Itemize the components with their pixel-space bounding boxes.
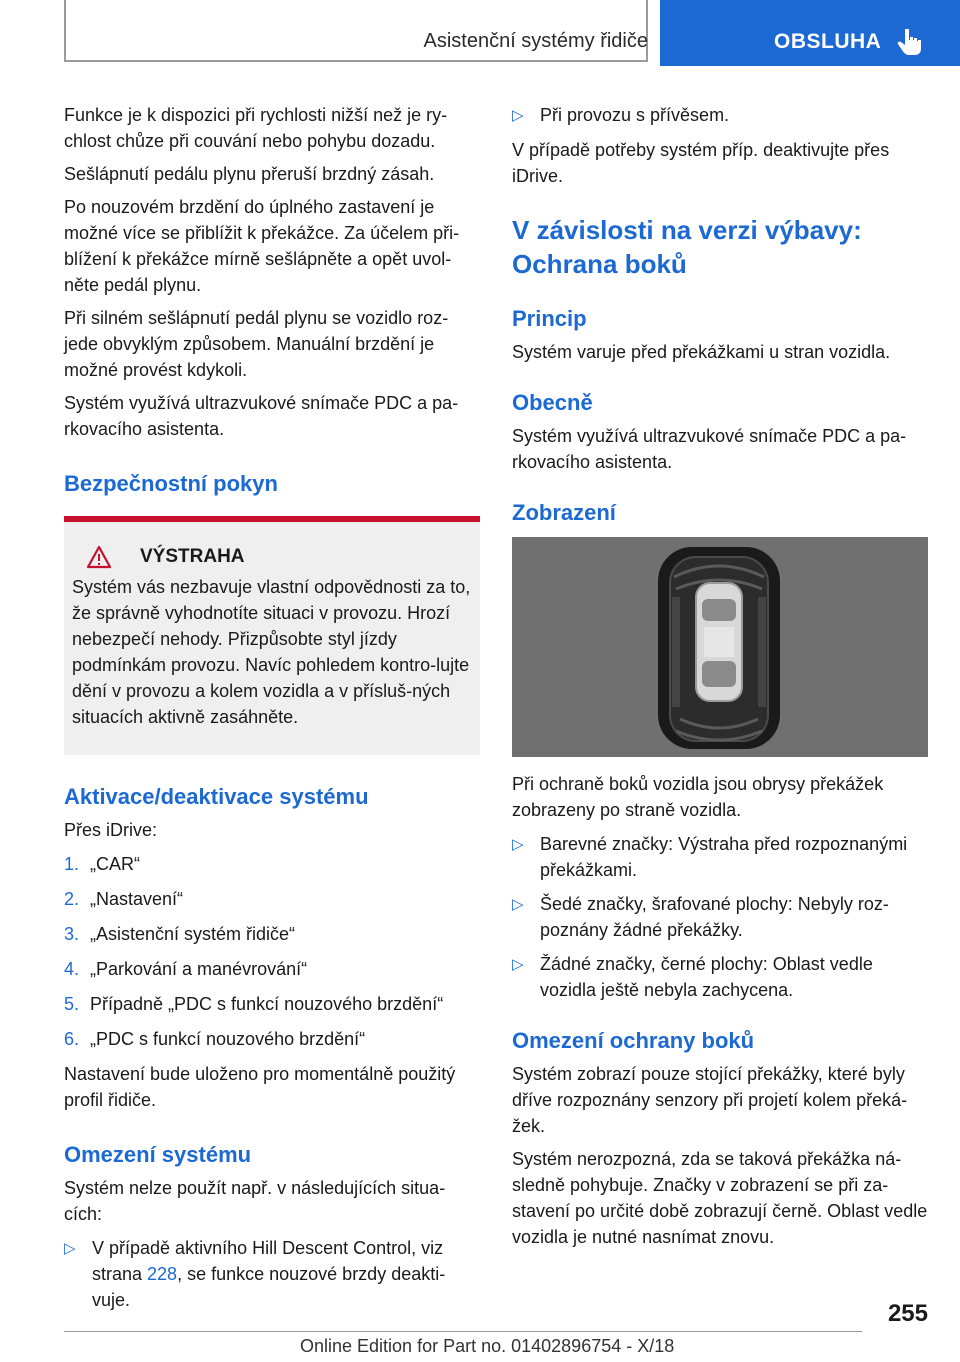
triangle-bullet-icon: ▷ xyxy=(512,896,524,913)
triangle-bullet-icon: ▷ xyxy=(512,956,524,973)
main-heading: V závislosti na verzi výbavy: Ochrana boků xyxy=(512,215,862,279)
warning-box xyxy=(64,516,480,755)
paragraph: Sešlápnutí pedálu plynu přeruší brzdný zásah. xyxy=(64,164,435,184)
general-heading: Obecně xyxy=(512,390,593,415)
paragraph: Systém využívá ultrazvukové snímače PDC a pa‐rkovacího asistenta. xyxy=(64,393,459,439)
paragraph: Při ochraně boků vozidla jsou obrysy překážek zobrazeny po straně vozidla. xyxy=(512,774,884,820)
limits-intro: Systém nelze použít např. v následujících situa‐cích: xyxy=(64,1178,446,1224)
list-item: 1. „CAR“ xyxy=(64,854,140,874)
triangle-bullet-icon: ▷ xyxy=(512,836,524,853)
triangle-bullet-icon: ▷ xyxy=(64,1240,76,1257)
page-number: 255 xyxy=(887,1300,928,1327)
right-column xyxy=(512,102,928,1257)
paragraph: Při silném sešlápnutí pedál plynu se vozidlo roz‐jede obvyklým způsobem. Manuální brzdění je možné provést kdykoli. xyxy=(64,308,449,380)
list-item: 6. „PDC s funkcí nouzového brzdění“ xyxy=(64,1029,366,1049)
list-item: 3. „Asistenční systém řidiče“ xyxy=(64,924,296,944)
left-column xyxy=(64,102,480,1321)
section-title: Asistenční systémy řidiče xyxy=(423,30,648,52)
steps-list xyxy=(64,851,480,1052)
side-protection-image xyxy=(512,537,928,757)
activation-intro: Přes iDrive: xyxy=(64,820,158,840)
activation-heading: Aktivace/deaktivace systému xyxy=(64,784,369,809)
chapter-tab[interactable] xyxy=(660,0,960,66)
list-item: ▷ Při provozu s přívěsem. xyxy=(512,102,928,129)
footer-text: Online Edition for Part no. 01402896754 - X/18 xyxy=(300,1336,675,1356)
list-item: 4. „Parkování a manévrování“ xyxy=(64,959,308,979)
paragraph: Systém zobrazí pouze stojící překážky, které byly dříve rozpoznány senzory při projetí kolem překá‐žek. xyxy=(512,1064,908,1136)
list-item: ▷ Žádné značky, černé plochy: Oblast vedle vozidla ještě nebyla zachycena. xyxy=(512,951,928,1003)
display-list xyxy=(512,831,928,1003)
paragraph: Systém využívá ultrazvukové snímače PDC a pa‐rkovacího asistenta. xyxy=(512,426,907,472)
limits-list xyxy=(64,1235,480,1313)
warning-text: Systém vás nezbavuje vlastní odpovědnosti za to, že správně vyhodnotíte situaci v provozu. Hrozí nebezpečí nehody. Přizpůsobte styl jízdy podmínkám provozu. Navíc pohledem kontro‐lujte dění v provozu a kolem vozidla a v přísluš‐ných situacích aktivně zasáhněte. xyxy=(72,577,471,727)
paragraph: Po nouzovém brzdění do úplného zastavení je možné více se přiblížit k překážce. Za účelem při‐blížení k překážce mírně sešlápněte a opět uvol‐něte pedál plynu. xyxy=(64,197,460,295)
pointing-hand-icon xyxy=(896,26,926,56)
list-item: ▷ Barevné značky: Výstraha před rozpoznanými překážkami. xyxy=(512,831,928,883)
paragraph: Systém nerozpozná, zda se taková překážka ná‐sledně pohybuje. Značky v zobrazení se při za‐stavení po určité době zobrazují černě. Oblast vedle vozidla je nutné nasnímat znovu. xyxy=(512,1149,928,1247)
safety-heading: Bezpečnostní pokyn xyxy=(64,471,278,496)
display-heading: Zobrazení xyxy=(512,500,616,525)
list-item: 2. „Nastavení“ xyxy=(64,889,184,909)
footer-divider xyxy=(64,1331,862,1332)
list-item: 5. Případně „PDC s funkcí nouzového brzdění“ xyxy=(64,994,444,1014)
limits-heading: Omezení systému xyxy=(64,1142,252,1167)
triangle-bullet-icon: ▷ xyxy=(512,107,524,124)
paragraph: V případě potřeby systém příp. deaktivujte přes iDrive. xyxy=(512,140,890,186)
page-link[interactable]: 228 xyxy=(147,1264,178,1284)
paragraph: Systém varuje před překážkami u stran vozidla. xyxy=(512,342,891,362)
chapter-tab-label: OBSLUHA xyxy=(774,30,882,53)
warning-triangle-icon xyxy=(86,545,112,569)
warning-title: VÝSTRAHA xyxy=(140,546,245,567)
side-protection-figure xyxy=(512,537,928,757)
principle-heading: Princip xyxy=(512,306,587,331)
side-limits-heading: Omezení ochrany boků xyxy=(512,1028,755,1053)
activation-note: Nastavení bude uloženo pro momentálně použitý profil řidiče. xyxy=(64,1064,456,1110)
list-item: ▷ Šedé značky, šrafované plochy: Nebyly roz‐poznány žádné překážky. xyxy=(512,891,928,943)
list-item: ▷ V případě aktivního Hill Descent Control, viz strana 228, se funkce nouzové brzdy deakti‐vuje. xyxy=(64,1235,480,1313)
trailer-list xyxy=(512,102,928,129)
paragraph: Funkce je k dispozici při rychlosti nižší než je ry‐chlost chůze při couvání nebo pohybu dozadu. xyxy=(64,105,448,151)
